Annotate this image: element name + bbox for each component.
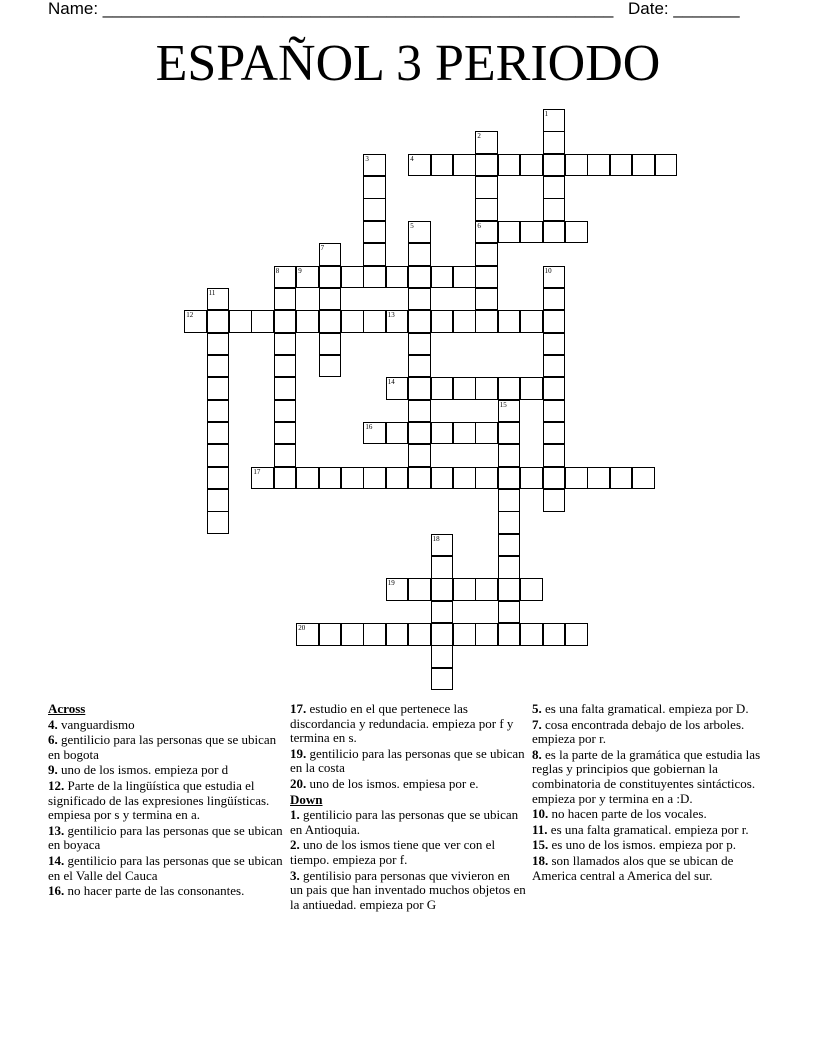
grid-cell[interactable]	[274, 467, 297, 490]
grid-cell[interactable]	[274, 288, 297, 311]
clue-item	[48, 718, 284, 733]
grid-cell[interactable]	[520, 467, 543, 490]
clue-item	[48, 733, 284, 762]
grid-cell[interactable]	[408, 422, 431, 445]
grid-cell[interactable]	[431, 578, 454, 601]
clue-item	[48, 854, 284, 883]
grid-cell[interactable]	[587, 154, 610, 177]
clue-number: 1	[544, 110, 549, 118]
page-title: ESPAÑOL 3 PERIODO	[155, 35, 661, 92]
grid-cell[interactable]	[207, 422, 230, 445]
grid-cell[interactable]	[319, 243, 342, 266]
grid-cell[interactable]	[274, 266, 297, 289]
grid-cell[interactable]	[498, 154, 521, 177]
grid-cell[interactable]	[543, 131, 566, 154]
grid-cell[interactable]	[498, 377, 521, 400]
grid-cell[interactable]	[655, 154, 678, 177]
grid-cell[interactable]	[475, 154, 498, 177]
grid-cell[interactable]	[498, 578, 521, 601]
grid-cell[interactable]	[475, 221, 498, 244]
grid-cell[interactable]	[543, 400, 566, 423]
grid-cell[interactable]	[408, 333, 431, 356]
grid-cell[interactable]	[475, 243, 498, 266]
grid-cell[interactable]	[431, 310, 454, 333]
clue-item-text: gentilicio para las personas que se ubican en Antioquia.	[290, 807, 519, 837]
clue-item-text: vanguardismo	[57, 716, 135, 732]
clue-item-number: 8.	[532, 746, 542, 762]
clue-item-text: son llamados alos que se ubican de America central a America del sur.	[532, 852, 734, 883]
clue-item-text: gentilisio para personas que vivieron en un pais que han inventado muchos objetos en la antiuedad. empieza por G	[290, 867, 526, 912]
grid-cell[interactable]	[386, 422, 409, 445]
clue-number: 19	[387, 579, 395, 588]
grid-cell[interactable]	[431, 645, 454, 668]
grid-cell[interactable]	[386, 467, 409, 490]
grid-cell[interactable]	[431, 601, 454, 624]
clue-number: 15	[499, 400, 507, 409]
clues-column-2	[290, 702, 526, 913]
grid-cell[interactable]	[363, 221, 386, 244]
clue-item	[532, 702, 768, 717]
clue-item-text: uno de los ismos tiene que ver con el tiempo. empieza por f.	[290, 837, 496, 867]
grid-cell[interactable]	[207, 444, 230, 467]
grid-cell[interactable]	[498, 601, 521, 624]
clue-item-text: gentilicio para las personas que se ubican en boyaca	[48, 822, 283, 853]
grid-cell[interactable]	[543, 266, 566, 289]
grid-cell[interactable]	[319, 467, 342, 490]
clue-item-number: 14.	[48, 852, 65, 868]
clue-item	[48, 824, 284, 853]
grid-cell[interactable]	[498, 310, 521, 333]
grid-cell[interactable]	[498, 444, 521, 467]
clue-item-text: no hacen parte de los vocales.	[548, 806, 707, 822]
grid-cell[interactable]	[453, 422, 476, 445]
grid-cell[interactable]	[386, 377, 409, 400]
grid-cell[interactable]	[453, 310, 476, 333]
clue-item	[532, 748, 768, 806]
clue-item-number: 19.	[290, 745, 307, 761]
clue-item-number: 10.	[532, 806, 549, 822]
grid-cell[interactable]	[408, 310, 431, 333]
grid-cell[interactable]	[453, 154, 476, 177]
grid-cell[interactable]	[274, 444, 297, 467]
grid-cell[interactable]	[453, 467, 476, 490]
grid-cell[interactable]	[520, 221, 543, 244]
grid-cell[interactable]	[408, 467, 431, 490]
clue-item	[532, 854, 768, 883]
grid-cell[interactable]	[475, 288, 498, 311]
grid-cell[interactable]	[498, 489, 521, 512]
grid-cell[interactable]	[296, 310, 319, 333]
grid-cell[interactable]	[408, 400, 431, 423]
clue-number: 6	[477, 221, 481, 230]
grid-cell[interactable]	[543, 221, 566, 244]
grid-cell[interactable]	[296, 266, 319, 289]
clue-item-number: 13.	[48, 822, 65, 838]
clue-item-number: 6.	[48, 732, 58, 748]
grid-cell[interactable]	[475, 578, 498, 601]
clues-column-3	[532, 702, 768, 884]
grid-cell[interactable]	[453, 578, 476, 601]
grid-cell[interactable]	[386, 578, 409, 601]
grid-cell[interactable]	[207, 377, 230, 400]
clue-item	[48, 779, 284, 823]
clue-number: 7	[320, 244, 325, 253]
grid-cell[interactable]	[520, 578, 543, 601]
clue-item-number: 3.	[290, 867, 300, 883]
grid-cell[interactable]	[431, 556, 454, 579]
clue-item-number: 16.	[48, 883, 65, 899]
grid-cell[interactable]	[520, 623, 543, 646]
grid-cell[interactable]	[274, 400, 297, 423]
grid-cell[interactable]	[498, 556, 521, 579]
clue-number: 4	[410, 154, 414, 163]
name-line[interactable]: Name: ______________________________________________________	[48, 0, 614, 18]
grid-cell[interactable]	[543, 467, 566, 490]
grid-cell[interactable]	[498, 511, 521, 534]
grid-cell[interactable]	[207, 310, 230, 333]
clue-item-text: es una falta gramatical. empieza por D.	[541, 701, 749, 716]
clue-item-number: 1.	[290, 807, 300, 823]
date-line[interactable]: Date: _______	[628, 0, 740, 18]
grid-cell[interactable]	[610, 154, 633, 177]
clue-item-text: es uno de los ismos. empieza por p.	[548, 837, 736, 853]
clues-column-1	[48, 702, 284, 900]
grid-cell[interactable]	[453, 377, 476, 400]
grid-cell[interactable]	[475, 422, 498, 445]
grid-cell[interactable]	[408, 154, 431, 177]
grid-cell[interactable]	[363, 243, 386, 266]
clue-item	[290, 777, 526, 792]
grid-cell[interactable]	[341, 310, 364, 333]
clue-number: 3	[365, 154, 369, 163]
grid-cell[interactable]	[543, 333, 566, 356]
grid-cell[interactable]	[274, 355, 297, 378]
clue-number: 5	[410, 221, 414, 230]
grid-cell[interactable]	[274, 377, 297, 400]
grid-cell[interactable]	[431, 668, 454, 691]
clue-item-text: uno de los ismos. empieza por d	[57, 762, 229, 778]
grid-cell[interactable]	[610, 467, 633, 490]
grid-cell[interactable]	[341, 467, 364, 490]
grid-cell[interactable]	[207, 355, 230, 378]
grid-cell[interactable]	[296, 467, 319, 490]
grid-cell[interactable]	[274, 422, 297, 445]
grid-cell[interactable]	[386, 266, 409, 289]
clue-item-number: 4.	[48, 716, 58, 732]
clue-item-number: 11.	[532, 821, 548, 837]
grid-cell[interactable]	[543, 489, 566, 512]
clue-item-number: 9.	[48, 762, 58, 778]
clue-number: 16	[365, 422, 373, 431]
grid-cell[interactable]	[341, 266, 364, 289]
grid-cell[interactable]	[408, 243, 431, 266]
grid-cell[interactable]	[632, 467, 655, 490]
grid-cell[interactable]	[498, 422, 521, 445]
grid-cell[interactable]	[632, 154, 655, 177]
grid-cell[interactable]	[520, 310, 543, 333]
clue-item-number: 5.	[532, 701, 542, 716]
section-heading-down: Down	[290, 791, 323, 807]
grid-cell[interactable]	[475, 310, 498, 333]
clue-number: 17	[253, 467, 261, 476]
grid-cell[interactable]	[543, 444, 566, 467]
grid-cell[interactable]	[207, 400, 230, 423]
clue-item	[290, 808, 526, 837]
clue-item-number: 17.	[290, 701, 307, 716]
grid-cell[interactable]	[453, 266, 476, 289]
clue-number: 14	[387, 378, 395, 387]
grid-cell[interactable]	[386, 623, 409, 646]
grid-cell[interactable]	[543, 176, 566, 199]
clue-number: 9	[298, 266, 302, 275]
clue-item-number: 12.	[48, 777, 65, 793]
grid-cell[interactable]	[543, 422, 566, 445]
clue-item-number: 2.	[290, 837, 300, 853]
grid-cell[interactable]	[475, 467, 498, 490]
grid-cell[interactable]	[431, 467, 454, 490]
clue-item-text: uno de los ismos. empiesa por e.	[306, 775, 479, 791]
grid-cell[interactable]	[498, 400, 521, 423]
grid-cell[interactable]	[475, 623, 498, 646]
grid-cell[interactable]	[565, 221, 588, 244]
grid-cell[interactable]	[475, 176, 498, 199]
grid-cell[interactable]	[408, 221, 431, 244]
clue-number: 18	[432, 534, 440, 543]
clue-item-text: es una falta gramatical. empieza por r.	[547, 821, 749, 837]
grid-cell[interactable]	[543, 154, 566, 177]
grid-cell[interactable]	[207, 333, 230, 356]
clue-number: 11	[208, 288, 216, 297]
clue-item	[48, 884, 284, 899]
clue-item-text: es la parte de la gramática que estudia las reglas y principios que gobiernan la combinatoria de constituyentes sintácticos. empieza por y termina en a :D.	[532, 746, 761, 806]
grid-cell[interactable]	[543, 198, 566, 221]
grid-cell[interactable]	[363, 176, 386, 199]
clue-item	[290, 747, 526, 776]
grid-cell[interactable]	[274, 310, 297, 333]
grid-cell[interactable]	[543, 310, 566, 333]
clue-item-text: Parte de la lingüística que estudia el significado de las expresiones lingüísticas. empiesa por s y termina en a.	[48, 777, 270, 823]
clue-item-text: estudio en el que pertenece las discordancia y redundacia. empieza por f y termina en s.	[290, 701, 514, 746]
grid-cell[interactable]	[475, 131, 498, 154]
grid-cell[interactable]	[408, 444, 431, 467]
grid-cell[interactable]	[251, 467, 274, 490]
grid-cell[interactable]	[565, 154, 588, 177]
grid-cell[interactable]	[543, 623, 566, 646]
grid-cell[interactable]	[274, 333, 297, 356]
grid-cell[interactable]	[431, 534, 454, 557]
grid-cell[interactable]	[565, 467, 588, 490]
grid-cell[interactable]	[408, 288, 431, 311]
grid-cell[interactable]	[475, 266, 498, 289]
clue-item-number: 7.	[532, 716, 542, 732]
grid-cell[interactable]	[520, 154, 543, 177]
grid-cell[interactable]	[543, 355, 566, 378]
grid-cell[interactable]	[408, 355, 431, 378]
grid-cell[interactable]	[587, 467, 610, 490]
grid-cell[interactable]	[363, 310, 386, 333]
clue-number: 2	[477, 132, 481, 141]
section-heading-across: Across	[48, 701, 86, 716]
clue-item	[532, 838, 768, 853]
grid-cell[interactable]	[207, 288, 230, 311]
clue-number: 13	[387, 311, 395, 320]
clue-number: 20	[298, 624, 306, 633]
grid-cell[interactable]	[386, 310, 409, 333]
grid-cell[interactable]	[543, 109, 566, 132]
grid-cell[interactable]	[475, 377, 498, 400]
grid-cell[interactable]	[363, 623, 386, 646]
clue-item-number: 18.	[532, 852, 549, 868]
clue-item	[532, 823, 768, 838]
grid-cell[interactable]	[520, 377, 543, 400]
clue-item-text: no hacer parte de las consonantes.	[64, 883, 245, 899]
clue-item	[290, 869, 526, 913]
clue-item	[532, 718, 768, 747]
grid-cell[interactable]	[319, 333, 342, 356]
grid-cell[interactable]	[363, 266, 386, 289]
grid-cell[interactable]	[431, 154, 454, 177]
grid-cell[interactable]	[431, 422, 454, 445]
grid-cell[interactable]	[363, 467, 386, 490]
grid-cell[interactable]	[453, 623, 476, 646]
clue-number: 12	[186, 311, 194, 320]
grid-cell[interactable]	[319, 310, 342, 333]
grid-cell[interactable]	[498, 623, 521, 646]
grid-cell[interactable]	[543, 288, 566, 311]
grid-cell[interactable]	[296, 623, 319, 646]
grid-cell[interactable]	[207, 489, 230, 512]
grid-cell[interactable]	[363, 422, 386, 445]
grid-cell[interactable]	[319, 355, 342, 378]
grid-cell[interactable]	[363, 154, 386, 177]
clue-item	[48, 763, 284, 778]
grid-cell[interactable]	[184, 310, 207, 333]
grid-cell[interactable]	[498, 534, 521, 557]
grid-cell[interactable]	[319, 266, 342, 289]
grid-cell[interactable]	[319, 288, 342, 311]
clue-item-text: gentilicio para las personas que se ubican en bogota	[48, 732, 277, 762]
clue-item	[290, 838, 526, 867]
grid-cell[interactable]	[498, 467, 521, 490]
grid-cell[interactable]	[565, 623, 588, 646]
grid-cell[interactable]	[207, 467, 230, 490]
clue-item	[532, 807, 768, 822]
clue-item-number: 20.	[290, 775, 307, 791]
grid-cell[interactable]	[431, 377, 454, 400]
grid-cell[interactable]	[251, 310, 274, 333]
grid-cell[interactable]	[431, 623, 454, 646]
clue-item-number: 15.	[532, 837, 549, 853]
clue-item-text: gentilicio para las personas que se ubican en la costa	[290, 745, 525, 776]
clue-item-text: cosa encontrada debajo de los arboles. empieza por r.	[532, 716, 745, 747]
grid-cell[interactable]	[408, 377, 431, 400]
grid-cell[interactable]	[408, 578, 431, 601]
grid-cell[interactable]	[408, 623, 431, 646]
grid-cell[interactable]	[408, 266, 431, 289]
grid-cell[interactable]	[363, 198, 386, 221]
grid-cell[interactable]	[475, 198, 498, 221]
clue-item	[290, 702, 526, 746]
grid-cell[interactable]	[431, 266, 454, 289]
grid-cell[interactable]	[229, 310, 252, 333]
grid-cell[interactable]	[498, 221, 521, 244]
clue-number: 10	[544, 266, 552, 275]
grid-cell[interactable]	[543, 377, 566, 400]
grid-cell[interactable]	[341, 623, 364, 646]
clue-number: 8	[275, 266, 280, 275]
grid-cell[interactable]	[319, 623, 342, 646]
grid-cell[interactable]	[207, 511, 230, 534]
clue-item-text: gentilicio para las personas que se ubican en el Valle del Cauca	[48, 852, 283, 883]
